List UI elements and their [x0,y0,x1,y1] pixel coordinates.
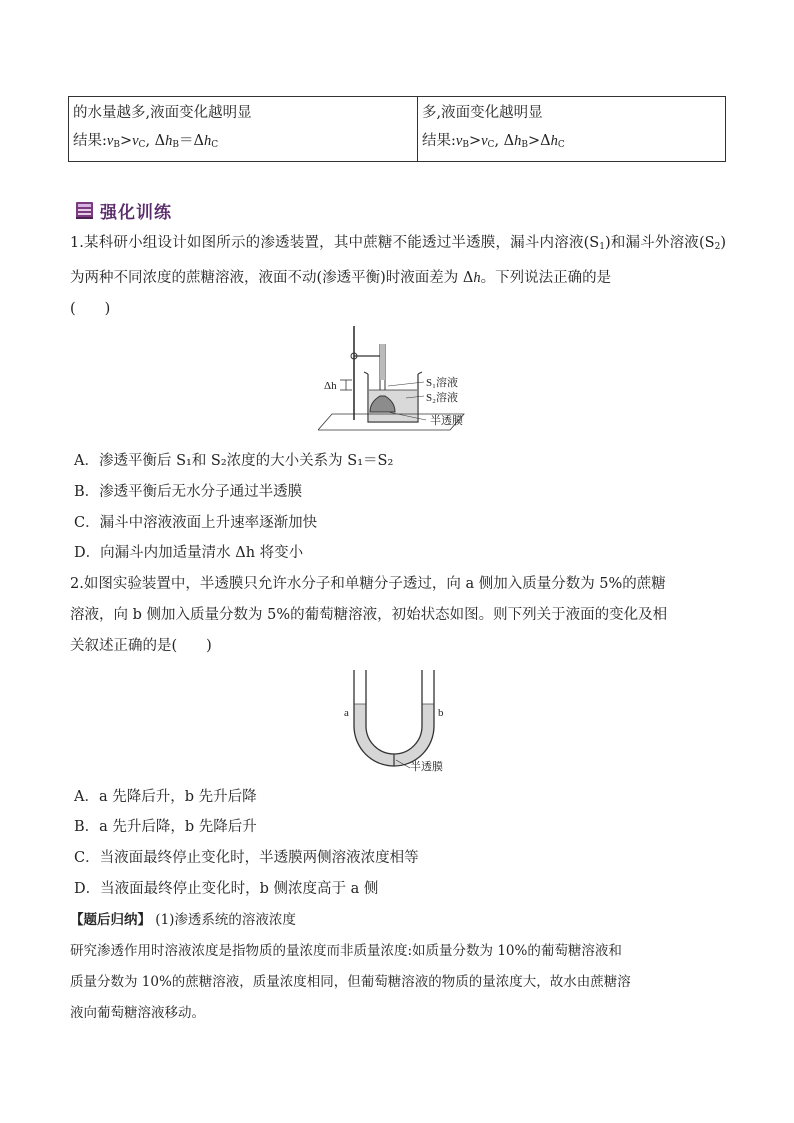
q2-option-a[interactable]: A．a 先降后升，b 先升后降 [74,789,257,805]
q2-line3: 关叙述正确的是( ) [70,638,212,654]
q2-figure [340,668,460,774]
q1-figure [318,322,478,434]
table-left-line1: 的水量越多,液面变化越明显 [73,105,252,121]
fig1-s2-label: S₂溶液 [426,392,458,404]
fig1-s1-label: S₁溶液 [426,377,458,389]
q2-option-d[interactable]: D．当液面最终停止变化时，b 侧浓度高于 a 侧 [74,881,379,897]
section-heading [74,197,172,223]
table-left-result: 结果$:v_B>v_C$, $\Delta h_B=\Delta h_C$ [73,133,219,150]
summary-line2: 质量分数为 10%的蔗糖溶液，质量浓度相同，但葡萄糖溶液的物质的量浓度大，故水由蔗糖溶 [70,974,631,990]
q1-option-a[interactable]: A．渗透平衡后 S₁和 S₂浓度的大小关系为 S₁＝S₂ [74,453,394,469]
q2-line1: 2.如图实验装置中，半透膜只允许水分子和单糖分子透过，向 a 侧加入质量分数为 5%的蔗糖 [70,576,666,592]
q1-answer-paren: ( ) [70,301,111,317]
q1-stem: 1.某科研小组设计如图所示的渗透装置，其中蔗糖不能透过半透膜，漏斗内溶液$(S_1)$和漏斗外溶液$(S_2)$为两种不同浓度的蔗糖溶液，液面不动(渗透平衡)时液面差为 Δh。下列说法正确的是 ( ) [70,235,726,317]
fig2-a-label: a [344,707,349,719]
summary-line3: 液向葡萄糖溶液移动。 [70,1005,205,1021]
q1-option-d[interactable]: D．向漏斗内加适量清水 Δh 将变小 [74,545,304,561]
book-icon [74,199,96,221]
q1-option-b[interactable]: B．渗透平衡后无水分子通过半透膜 [74,484,303,500]
q2-line2: 溶液，向 b 侧加入质量分数为 5%的葡萄糖溶液，初始状态如图。则下列关于液面的变化及相 [70,607,668,623]
summary-line1: 研究渗透作用时溶液浓度是指物质的量浓度而非质量浓度:如质量分数为 10%的葡萄糖溶液和 [70,943,622,959]
summary-block [70,905,730,1029]
summary-tag: 【题后归纳】 [70,912,151,928]
table-right-line1: 多,液面变化越明显 [422,105,543,121]
fig2-membrane-label: 半透膜 [410,761,443,773]
fig1-membrane-label: 半透膜 [430,415,463,427]
table-right-result: 结果$:v_B>v_C$, $\Delta h_B>\Delta h_C$ [422,133,565,150]
summary-heading: (1)渗透系统的溶液浓度 [155,912,296,928]
table-cell-left [69,97,418,162]
q2-option-b[interactable]: B．a 先升后降，b 先降后升 [74,819,257,835]
q2-stem [70,569,726,662]
fig2-b-label: b [438,707,444,719]
q1-option-c[interactable]: C．漏斗中溶液液面上升速率逐渐加快 [74,515,318,531]
q2-option-c[interactable]: C．当液面最终停止变化时，半透膜两侧溶液浓度相等 [74,850,419,866]
section-title: 强化训练 [100,202,172,223]
comparison-table [68,96,726,162]
table-cell-right [418,97,726,162]
fig1-dh-label: Δh [324,380,337,392]
